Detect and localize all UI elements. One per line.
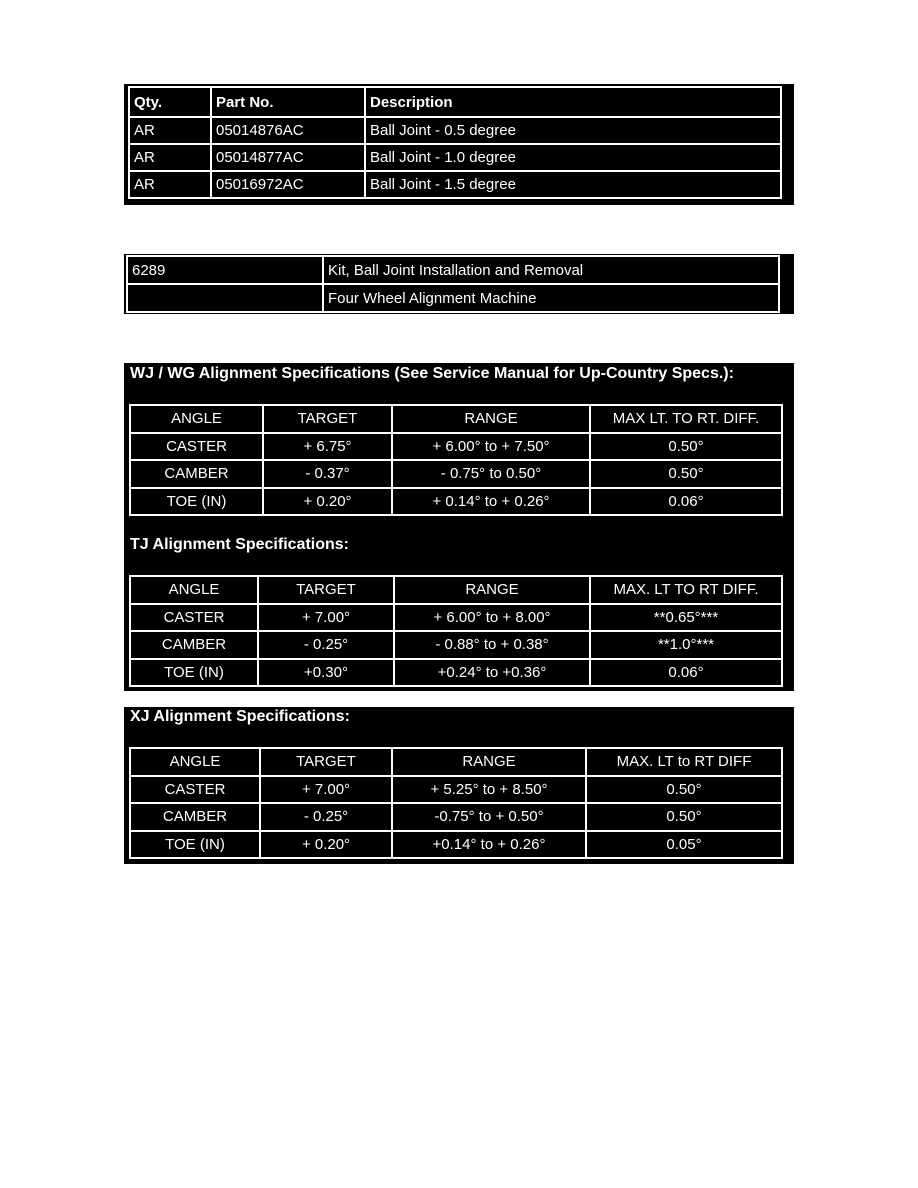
- cell-target: + 0.20°: [260, 831, 392, 859]
- header-target: TARGET: [258, 576, 394, 604]
- cell-target: + 7.00°: [258, 604, 394, 632]
- cell-angle: TOE (IN): [130, 831, 260, 859]
- cell-angle: CASTER: [130, 604, 258, 632]
- xj-specs-panel: [124, 707, 794, 864]
- table-row: [130, 488, 782, 516]
- cell-angle: CAMBER: [130, 460, 263, 488]
- cell-max-diff: 0.50°: [586, 803, 782, 831]
- xj-specs-table: [129, 747, 783, 859]
- header-range: RANGE: [394, 576, 590, 604]
- table-row: [130, 631, 782, 659]
- tj-specs-title: TJ Alignment Specifications:: [130, 536, 349, 553]
- cell-range: +0.24° to +0.36°: [394, 659, 590, 687]
- cell-angle: CASTER: [130, 433, 263, 461]
- cell-max-diff: 0.50°: [586, 776, 782, 804]
- table-row: [130, 460, 782, 488]
- cell-target: + 0.20°: [263, 488, 392, 516]
- parts-panel: [124, 84, 794, 205]
- cell-max-diff: **1.0°***: [590, 631, 782, 659]
- header-target: TARGET: [260, 748, 392, 776]
- cell-max-diff: 0.50°: [590, 460, 782, 488]
- cell-description: Ball Joint - 1.0 degree: [365, 144, 781, 171]
- header-angle: ANGLE: [130, 576, 258, 604]
- cell-range: + 5.25° to + 8.50°: [392, 776, 586, 804]
- header-max-diff: MAX. LT to RT DIFF: [586, 748, 782, 776]
- cell-range: + 6.00° to + 8.00°: [394, 604, 590, 632]
- header-angle: ANGLE: [130, 748, 260, 776]
- cell-qty: AR: [129, 171, 211, 198]
- cell-target: +0.30°: [258, 659, 394, 687]
- tools-panel: [124, 254, 794, 314]
- header-description: Description: [365, 87, 781, 117]
- cell-range: - 0.88° to + 0.38°: [394, 631, 590, 659]
- tools-table: [126, 255, 780, 313]
- header-range: RANGE: [392, 405, 590, 433]
- table-row: [129, 171, 781, 198]
- cell-qty: AR: [129, 144, 211, 171]
- table-row: [129, 144, 781, 171]
- table-row: [127, 256, 779, 284]
- table-header-row: [129, 87, 781, 117]
- header-max-diff: MAX. LT TO RT DIFF.: [590, 576, 782, 604]
- parts-table: [128, 86, 782, 199]
- cell-range: + 6.00° to + 7.50°: [392, 433, 590, 461]
- cell-target: + 7.00°: [260, 776, 392, 804]
- cell-angle: CASTER: [130, 776, 260, 804]
- cell-max-diff: 0.50°: [590, 433, 782, 461]
- header-target: TARGET: [263, 405, 392, 433]
- tj-specs-table: [129, 575, 783, 687]
- cell-angle: TOE (IN): [130, 488, 263, 516]
- cell-range: +0.14° to + 0.26°: [392, 831, 586, 859]
- header-part-no: Part No.: [211, 87, 365, 117]
- cell-tool-number: 6289: [127, 256, 323, 284]
- table-row: [127, 284, 779, 312]
- cell-range: - 0.75° to 0.50°: [392, 460, 590, 488]
- wj-tj-specs-panel: [124, 363, 794, 691]
- xj-specs-title: XJ Alignment Specifications:: [130, 708, 350, 725]
- table-row: [130, 803, 782, 831]
- cell-angle: CAMBER: [130, 803, 260, 831]
- cell-max-diff: 0.05°: [586, 831, 782, 859]
- cell-angle: TOE (IN): [130, 659, 258, 687]
- table-row: [130, 831, 782, 859]
- cell-target: - 0.25°: [260, 803, 392, 831]
- cell-target: - 0.37°: [263, 460, 392, 488]
- table-row: [130, 659, 782, 687]
- header-range: RANGE: [392, 748, 586, 776]
- cell-qty: AR: [129, 117, 211, 144]
- table-row: [129, 117, 781, 144]
- header-max-diff: MAX LT. TO RT. DIFF.: [590, 405, 782, 433]
- cell-max-diff: 0.06°: [590, 659, 782, 687]
- cell-tool-description: Kit, Ball Joint Installation and Removal: [323, 256, 779, 284]
- cell-angle: CAMBER: [130, 631, 258, 659]
- wj-specs-table: [129, 404, 783, 516]
- cell-part-no: 05014877AC: [211, 144, 365, 171]
- cell-target: + 6.75°: [263, 433, 392, 461]
- cell-range: + 0.14° to + 0.26°: [392, 488, 590, 516]
- wj-specs-title: WJ / WG Alignment Specifications (See Service Manual for Up-Country Specs.):: [130, 365, 734, 382]
- table-row: [130, 776, 782, 804]
- cell-max-diff: 0.06°: [590, 488, 782, 516]
- cell-max-diff: **0.65°***: [590, 604, 782, 632]
- cell-tool-number: [127, 284, 323, 312]
- cell-part-no: 05016972AC: [211, 171, 365, 198]
- header-qty: Qty.: [129, 87, 211, 117]
- table-row: [130, 433, 782, 461]
- cell-description: Ball Joint - 1.5 degree: [365, 171, 781, 198]
- table-row: [130, 604, 782, 632]
- table-header-row: [130, 748, 782, 776]
- cell-tool-description: Four Wheel Alignment Machine: [323, 284, 779, 312]
- table-header-row: [130, 405, 782, 433]
- cell-part-no: 05014876AC: [211, 117, 365, 144]
- header-angle: ANGLE: [130, 405, 263, 433]
- cell-range: -0.75° to + 0.50°: [392, 803, 586, 831]
- cell-description: Ball Joint - 0.5 degree: [365, 117, 781, 144]
- table-header-row: [130, 576, 782, 604]
- cell-target: - 0.25°: [258, 631, 394, 659]
